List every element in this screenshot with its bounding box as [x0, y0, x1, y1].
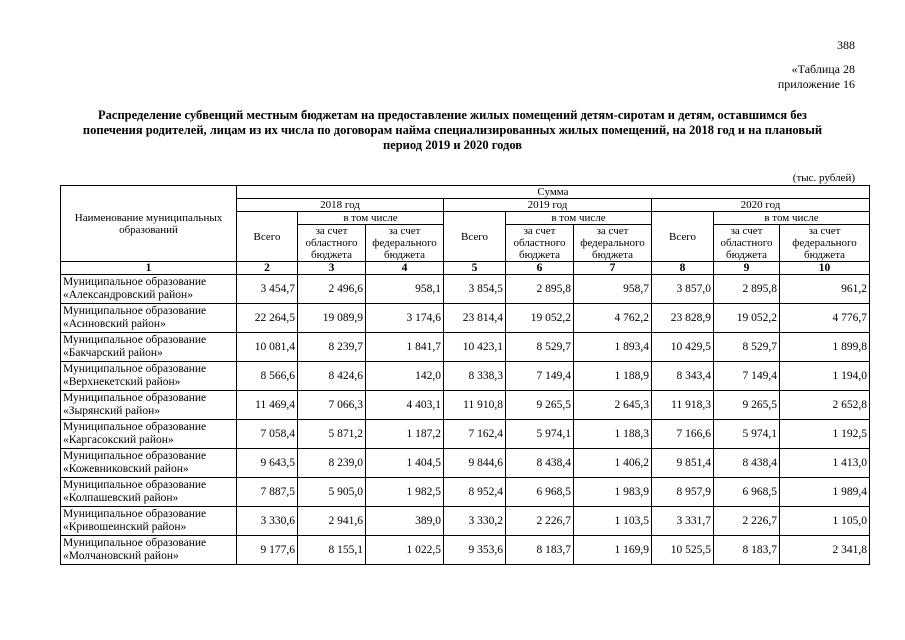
amount-cell: 8 424,6	[298, 362, 366, 391]
amount-cell: 389,0	[366, 507, 444, 536]
header-federal-2018: за счет федерального бюджета	[366, 225, 444, 262]
amount-cell: 2 341,8	[780, 536, 870, 565]
column-number-row	[61, 262, 870, 275]
header-total-2018: Всего	[237, 212, 298, 262]
amount-cell: 23 814,4	[444, 304, 506, 333]
amount-cell: 3 330,6	[237, 507, 298, 536]
amount-cell: 19 052,2	[506, 304, 574, 333]
amount-cell: 1 841,7	[366, 333, 444, 362]
header-total-2019: Всего	[444, 212, 506, 262]
column-number: 3	[298, 262, 366, 275]
header-regional-2020: за счет областного бюджета	[714, 225, 780, 262]
amount-cell: 2 941,6	[298, 507, 366, 536]
header-year-2020: 2020 год	[652, 199, 870, 212]
municipality-name: Муниципальное образование «Кожевниковский район»	[61, 449, 237, 478]
amount-cell: 1 188,3	[574, 420, 652, 449]
amount-cell: 10 423,1	[444, 333, 506, 362]
column-number: 7	[574, 262, 652, 275]
header-total-2020: Всего	[652, 212, 714, 262]
amount-cell: 2 226,7	[714, 507, 780, 536]
table-row	[61, 275, 870, 304]
amount-cell: 142,0	[366, 362, 444, 391]
amount-cell: 1 982,5	[366, 478, 444, 507]
table-body	[61, 275, 870, 565]
amount-cell: 3 854,5	[444, 275, 506, 304]
units-label: (тыс. рублей)	[792, 172, 855, 184]
amount-cell: 8 343,4	[652, 362, 714, 391]
table-row	[61, 333, 870, 362]
header-including-2020: в том числе	[714, 212, 870, 225]
header-federal-2019: за счет федерального бюджета	[574, 225, 652, 262]
column-number: 1	[61, 262, 237, 275]
document-title: Распределение субвенций местным бюджетам на предоставление жилых помещений детям-сиротам и детям, оставшимся без попечения родителей, лицам из их числа по договорам найма специализированных жилых помещений, на 2018 год и на плановый период 2019 и 2020 годов	[82, 108, 823, 152]
amount-cell: 11 469,4	[237, 391, 298, 420]
amount-cell: 1 169,9	[574, 536, 652, 565]
amount-cell: 8 183,7	[714, 536, 780, 565]
amount-cell: 8 183,7	[506, 536, 574, 565]
amount-cell: 2 496,6	[298, 275, 366, 304]
amount-cell: 8 952,4	[444, 478, 506, 507]
table-row	[61, 391, 870, 420]
amount-cell: 1 989,4	[780, 478, 870, 507]
amount-cell: 8 529,7	[714, 333, 780, 362]
amount-cell: 1 893,4	[574, 333, 652, 362]
amount-cell: 4 762,2	[574, 304, 652, 333]
header-name-column: Наименование муниципальных образований	[61, 186, 237, 262]
municipality-name: Муниципальное образование «Каргасокский район»	[61, 420, 237, 449]
amount-cell: 8 239,0	[298, 449, 366, 478]
amount-cell: 8 566,6	[237, 362, 298, 391]
amount-cell: 23 828,9	[652, 304, 714, 333]
amount-cell: 6 968,5	[714, 478, 780, 507]
amount-cell: 10 525,5	[652, 536, 714, 565]
municipality-name: Муниципальное образование «Верхнекетский район»	[61, 362, 237, 391]
amount-cell: 1 022,5	[366, 536, 444, 565]
table-row	[61, 449, 870, 478]
amount-cell: 1 187,2	[366, 420, 444, 449]
amount-cell: 2 645,3	[574, 391, 652, 420]
amount-cell: 1 983,9	[574, 478, 652, 507]
table-row	[61, 362, 870, 391]
amount-cell: 3 174,6	[366, 304, 444, 333]
header-year-2019: 2019 год	[444, 199, 652, 212]
amount-cell: 7 149,4	[506, 362, 574, 391]
table-row	[61, 304, 870, 333]
header-including-2019: в том числе	[506, 212, 652, 225]
amount-cell: 3 330,2	[444, 507, 506, 536]
amount-cell: 7 166,6	[652, 420, 714, 449]
header-sum: Сумма	[237, 186, 870, 199]
amount-cell: 9 851,4	[652, 449, 714, 478]
column-number: 10	[780, 262, 870, 275]
column-number: 8	[652, 262, 714, 275]
amount-cell: 7 149,4	[714, 362, 780, 391]
table-reference-line2: приложение 16	[777, 77, 855, 91]
table-reference	[778, 62, 855, 92]
amount-cell: 9 844,6	[444, 449, 506, 478]
amount-cell: 8 438,4	[506, 449, 574, 478]
amount-cell: 5 905,0	[298, 478, 366, 507]
amount-cell: 7 887,5	[237, 478, 298, 507]
amount-cell: 1 194,0	[780, 362, 870, 391]
amount-cell: 1 105,0	[780, 507, 870, 536]
header-row-sum	[61, 186, 870, 199]
amount-cell: 8 529,7	[506, 333, 574, 362]
municipality-name: Муниципальное образование «Зырянский район»	[61, 391, 237, 420]
column-number: 9	[714, 262, 780, 275]
amount-cell: 1 192,5	[780, 420, 870, 449]
amount-cell: 9 643,5	[237, 449, 298, 478]
amount-cell: 8 438,4	[714, 449, 780, 478]
header-year-2018: 2018 год	[237, 199, 444, 212]
table-row	[61, 536, 870, 565]
amount-cell: 10 081,4	[237, 333, 298, 362]
municipality-name: Муниципальное образование «Александровский район»	[61, 275, 237, 304]
amount-cell: 2 895,8	[714, 275, 780, 304]
table-row	[61, 478, 870, 507]
amount-cell: 10 429,5	[652, 333, 714, 362]
amount-cell: 1 103,5	[574, 507, 652, 536]
municipality-name: Муниципальное образование «Молчановский район»	[61, 536, 237, 565]
amount-cell: 961,2	[780, 275, 870, 304]
amount-cell: 5 871,2	[298, 420, 366, 449]
amount-cell: 22 264,5	[237, 304, 298, 333]
amount-cell: 9 177,6	[237, 536, 298, 565]
page-number: 388	[837, 38, 855, 52]
amount-cell: 1 899,8	[780, 333, 870, 362]
amount-cell: 11 910,8	[444, 391, 506, 420]
amount-cell: 3 454,7	[237, 275, 298, 304]
municipality-name: Муниципальное образование «Асиновский район»	[61, 304, 237, 333]
table-row	[61, 507, 870, 536]
amount-cell: 4 403,1	[366, 391, 444, 420]
amount-cell: 2 895,8	[506, 275, 574, 304]
amount-cell: 4 776,7	[780, 304, 870, 333]
amount-cell: 8 957,9	[652, 478, 714, 507]
amount-cell: 8 155,1	[298, 536, 366, 565]
header-including-2018: в том числе	[298, 212, 444, 225]
table-row	[61, 420, 870, 449]
column-number: 4	[366, 262, 444, 275]
table-reference-line1: «Таблица 28	[791, 62, 855, 76]
amount-cell: 7 162,4	[444, 420, 506, 449]
municipality-name: Муниципальное образование «Кривошеинский район»	[61, 507, 237, 536]
amount-cell: 3 331,7	[652, 507, 714, 536]
amount-cell: 1 404,5	[366, 449, 444, 478]
header-regional-2019: за счет областного бюджета	[506, 225, 574, 262]
header-regional-2018: за счет областного бюджета	[298, 225, 366, 262]
amount-cell: 19 052,2	[714, 304, 780, 333]
amount-cell: 2 226,7	[506, 507, 574, 536]
amount-cell: 5 974,1	[506, 420, 574, 449]
amount-cell: 2 652,8	[780, 391, 870, 420]
amount-cell: 19 089,9	[298, 304, 366, 333]
municipality-name: Муниципальное образование «Колпашевский район»	[61, 478, 237, 507]
amount-cell: 3 857,0	[652, 275, 714, 304]
amount-cell: 6 968,5	[506, 478, 574, 507]
column-number: 6	[506, 262, 574, 275]
amount-cell: 11 918,3	[652, 391, 714, 420]
header-federal-2020: за счет федерального бюджета	[780, 225, 870, 262]
amount-cell: 9 265,5	[506, 391, 574, 420]
amount-cell: 5 974,1	[714, 420, 780, 449]
amount-cell: 9 353,6	[444, 536, 506, 565]
amount-cell: 9 265,5	[714, 391, 780, 420]
municipality-name: Муниципальное образование «Бакчарский район»	[61, 333, 237, 362]
amount-cell: 1 188,9	[574, 362, 652, 391]
column-number: 5	[444, 262, 506, 275]
amount-cell: 8 338,3	[444, 362, 506, 391]
amount-cell: 958,1	[366, 275, 444, 304]
amount-cell: 7 058,4	[237, 420, 298, 449]
amount-cell: 8 239,7	[298, 333, 366, 362]
amount-cell: 958,7	[574, 275, 652, 304]
amount-cell: 7 066,3	[298, 391, 366, 420]
column-number: 2	[237, 262, 298, 275]
amount-cell: 1 413,0	[780, 449, 870, 478]
amount-cell: 1 406,2	[574, 449, 652, 478]
subvention-table	[60, 185, 870, 565]
